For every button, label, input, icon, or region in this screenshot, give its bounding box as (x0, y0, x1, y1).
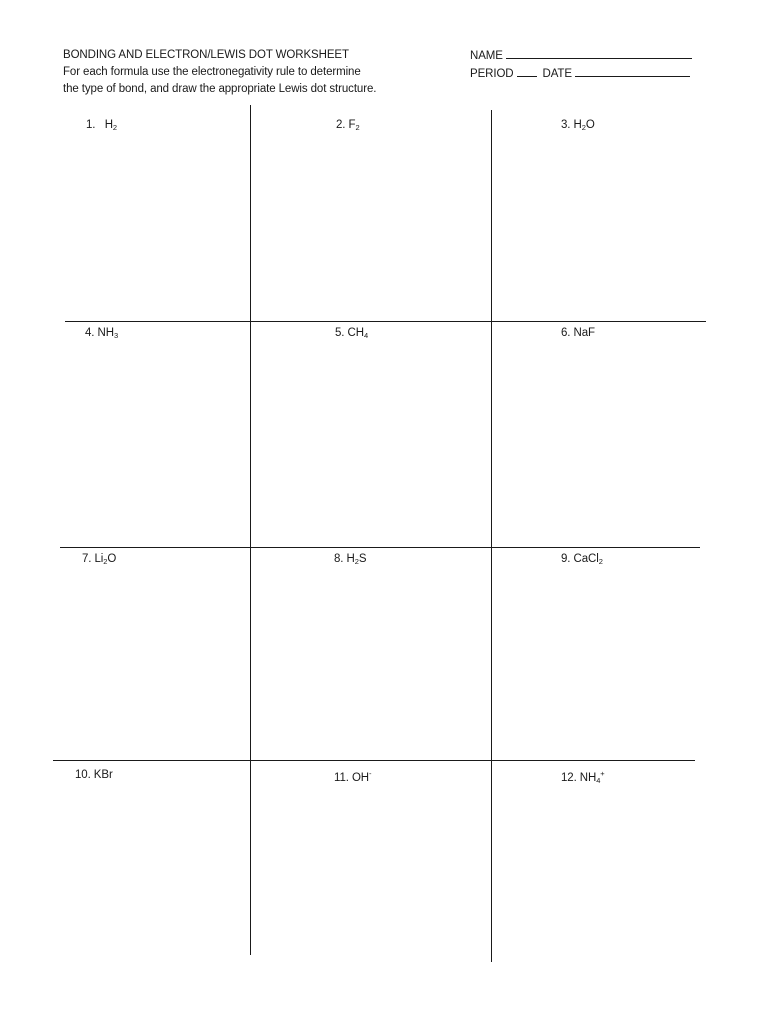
period-label: PERIOD (470, 68, 514, 80)
problem-5-label: 5. $CH_4$ (335, 327, 369, 340)
problem-11-label: 11. OH- (334, 769, 372, 784)
date-label: DATE (542, 68, 572, 80)
period-blank[interactable] (517, 65, 537, 77)
date-blank[interactable] (575, 65, 690, 77)
problem-9-label: 9. CaCl$_2$ (561, 553, 603, 566)
problem-3-label: 3. $H_2O$ (561, 119, 595, 132)
grid-horizontal-line-1 (65, 321, 706, 322)
problem-6-label: 6. NaF (561, 327, 595, 339)
student-info (470, 47, 692, 83)
problem-7-label: 7. $Li_2O$ (82, 553, 117, 566)
grid-vertical-line-left (250, 105, 251, 955)
instruction-line-2: the type of bond, and draw the appropriate Lewis dot structure. (63, 83, 377, 95)
grid-vertical-line-right (491, 110, 492, 962)
worksheet-header (63, 47, 376, 98)
grid-horizontal-line-2 (60, 547, 700, 548)
problem-10-label: 10. KBr (75, 769, 113, 781)
instruction-line-1: For each formula use the electronegativity rule to determine (63, 66, 361, 78)
problem-1-label: 1. $H_2$ (86, 119, 117, 132)
name-label: NAME (470, 50, 503, 62)
problem-12-label: 12. $NH_4^+$ (561, 769, 605, 785)
worksheet-title: BONDING AND ELECTRON/LEWIS DOT WORKSHEET (63, 49, 349, 61)
problem-8-label: 8. $H_2S$ (334, 553, 367, 566)
name-blank[interactable] (506, 47, 692, 59)
problem-4-label: 4. $NH_3$ (85, 327, 119, 340)
grid-horizontal-line-3 (53, 760, 695, 761)
problem-2-label: 2. $F_2$ (336, 119, 360, 132)
